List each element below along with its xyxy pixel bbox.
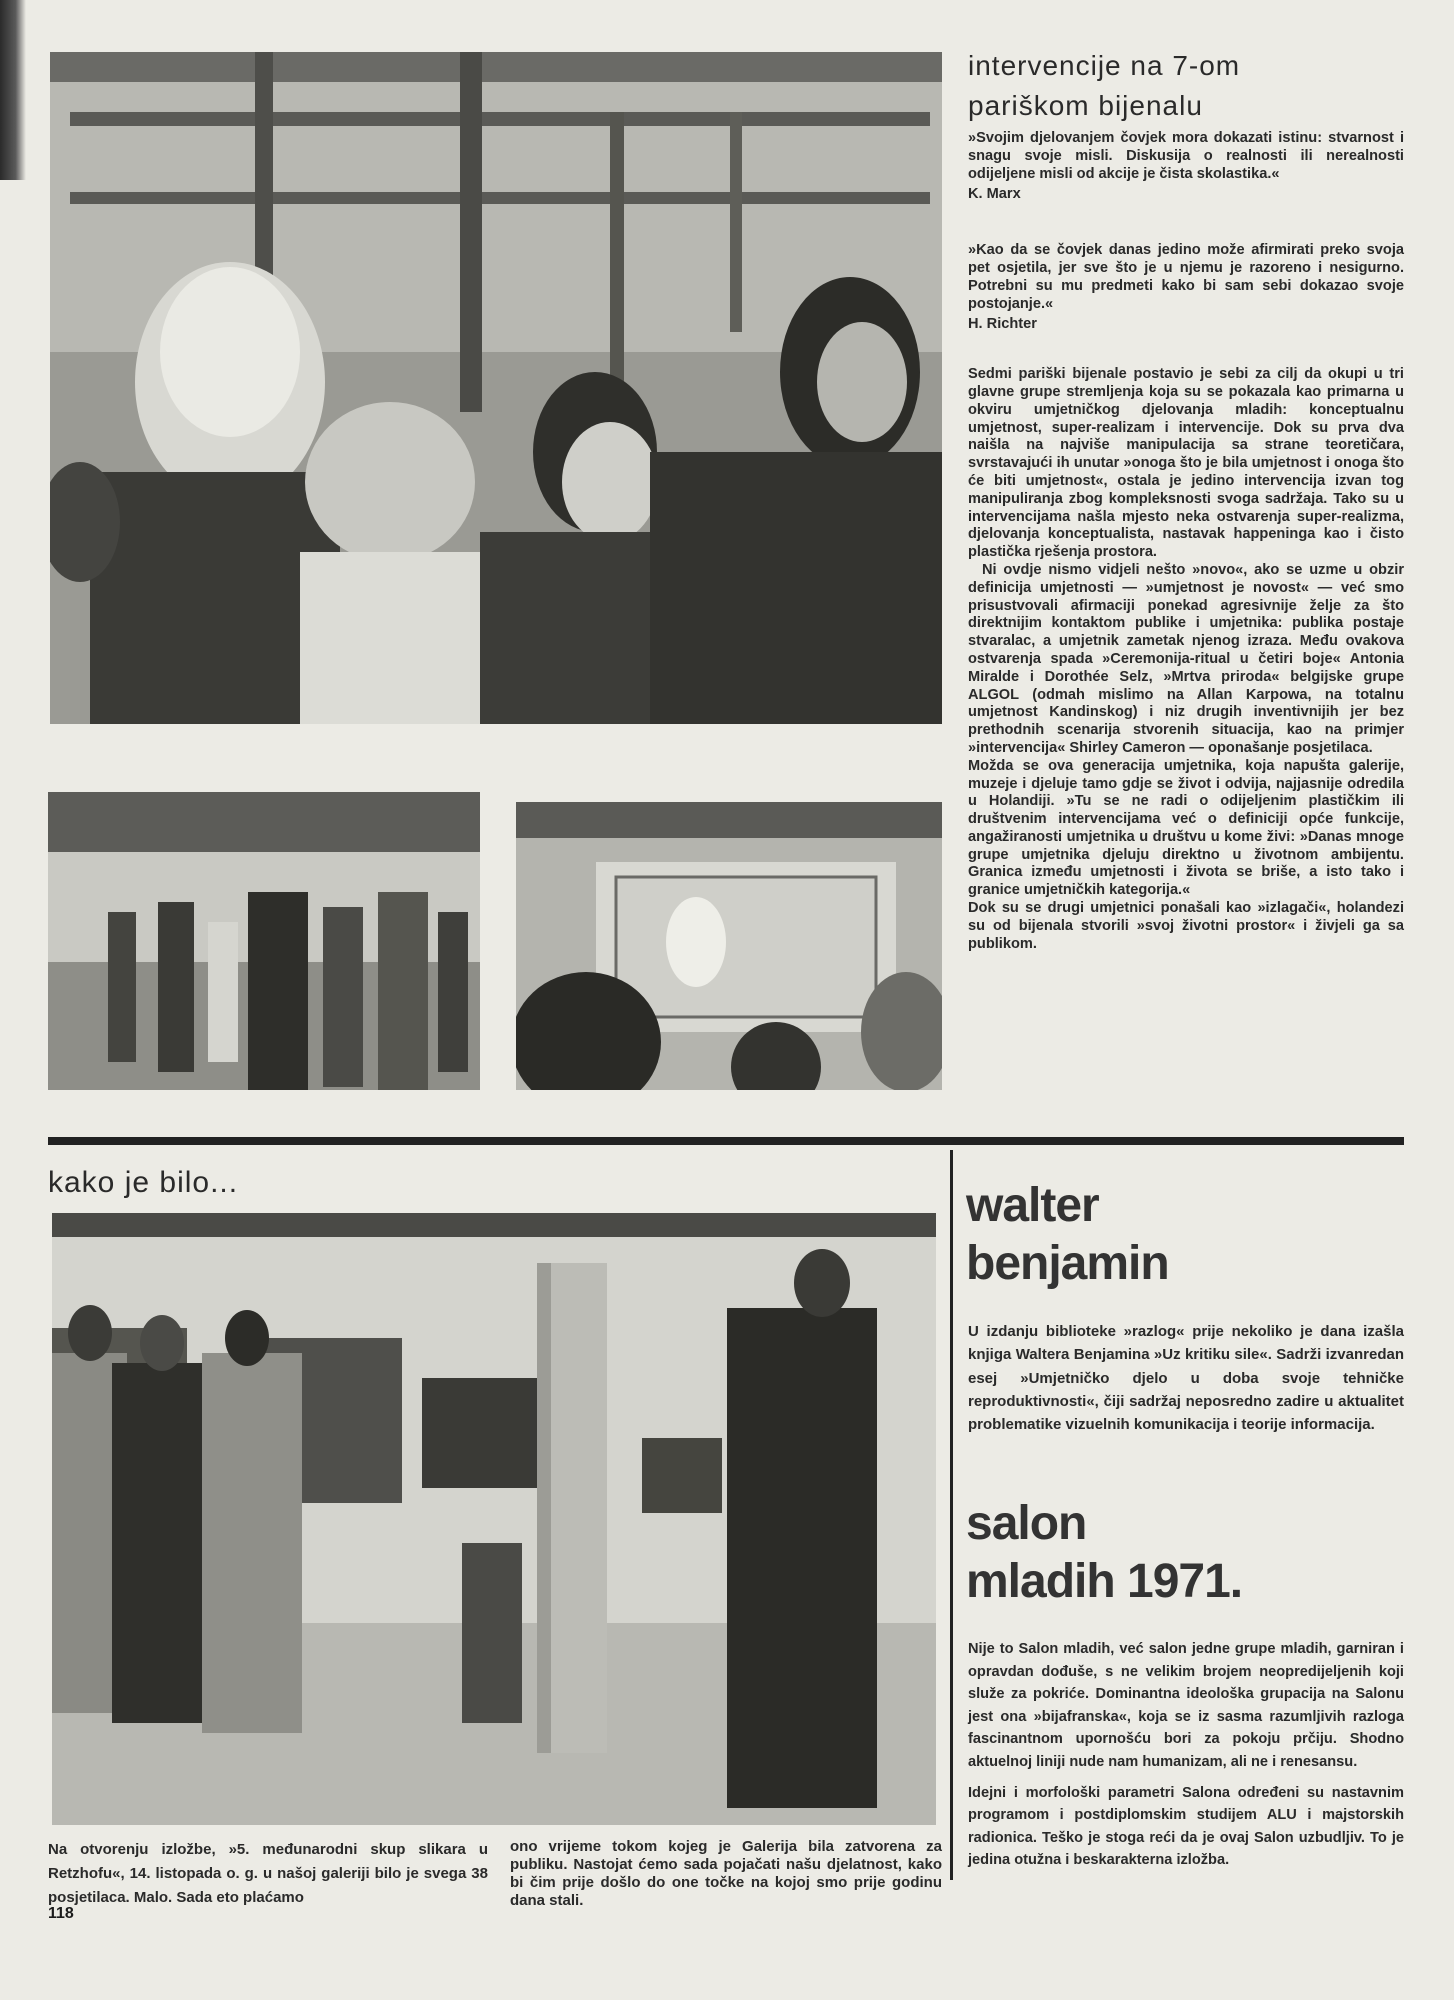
salon-heading-line1: salon (966, 1497, 1087, 1550)
benjamin-heading-line2: benjamin (966, 1237, 1169, 1290)
article-paragraph-3: Možda se ova generacija umjetnika, koja napušta galerije, muzeje i djeluje tamo gdje se život i odvija, najjasnije odredila u Holandiji. »Tu se ne radi o odijeljenim plastičkim ili društvenim intervencijama već o definiciji opće funkcije, angažiranosti umjetnika u društvu u kome živi: »Danas mnoge grupe umjetnika djeluju direktno u životnom ambijentu. Granica između umjetnosti i života se briše, a isto tako i granice umjetničkih kategorija.« (968, 757, 1404, 899)
quote-marx-text: »Svojim djelovanjem čovjek mora dokazati istinu: stvarnost i snagu svoje misli. Diskusija o realnosti ili nerealnosti odijeljene misli od akcije je čista skolastika.« (968, 130, 1404, 182)
page-binding-edge (0, 0, 26, 180)
photo-exhibition-visitors (48, 792, 480, 1090)
article-paragraph-2: Ni ovdje nismo vidjeli nešto »novo«, ako se uzme u obzir definicija umjetnosti — »umjetnost je novost« — već smo prisustvovali afirmaciji ponekad agresivnije želje za što direktnijim kontaktom publike i umjetnika: publika postaje stvaralac, a umjetnik zametak njenog izraza. Među ovakova ostvarenja spada »Ceremonija-ritual u četiri boje« Antonia Miralde i Dorothée Selz, »Mrtva priroda« belgijske grupe ALGOL (odmah mislimo na Allan Karpowa, na totalnu umjetnost Kandinskog) i niz drugih inventivnijih jer bez prethodnih scenarija stvorenih situacija, kao na primjer »intervencija« Shirley Cameron — oponašanje posjetilaca. (968, 561, 1404, 756)
article-paragraph-1: Sedmi pariški bijenale postavio je sebi za cilj da okupi u tri glavne grupe stremljenja koja su se pokazala kao primarna u okviru umjetničkog djelovanja mladih: konceptualnu umjetnost, super-realizam i intervencije. Dok su prva dva naišla na najviše manipulacija sa strane teoretičara, svrstavajući ih unutar »onoga što je bila umjetnost i onoga što će biti umjetnost«, ostala je jedino intervencija izvan tog manipuliranja zbog kompleksnosti svoga sadržaja. Tako su u intervencijama našla mjesto neka ostvarenja super-realizma, djelovanja konceptualista, nastavak happeninga kao i čisto plastička rješenja prostora. (968, 366, 1404, 561)
quote-richter-author: H. Richter (968, 316, 1037, 333)
photo-biennale-crowd (50, 52, 942, 724)
column-divider (950, 1150, 953, 1880)
article-title-line1: intervencije na 7-om (968, 50, 1241, 81)
quote-marx-author: K. Marx (968, 186, 1021, 203)
quote-richter (968, 242, 1404, 334)
article-paragraph-4: Dok su se drugi umjetnici ponašali kao »izlagači«, holandezi su od bijenala stvorili »svoj životni prostor« i živjeli ga sa publikom. (968, 900, 1404, 952)
gallery-section-heading: kako je bilo... (48, 1166, 239, 1199)
salon-heading-line2: mladih 1971. (966, 1555, 1243, 1608)
quote-richter-text: »Kao da se čovjek danas jedino može afirmirati preko svoja pet osjetila, jer sve što je u njemu je razoreno i nesigurno. Potrebni su mu predmeti kako bi sam sebi dokazao svoje postojanje.« (968, 242, 1404, 312)
page-number: 118 (48, 1905, 74, 1922)
quote-marx (968, 130, 1404, 204)
salon-body (968, 1638, 1404, 1872)
gallery-caption-col2: ono vrijeme tokom kojeg je Galerija bila zatvorena za publiku. Nastojat ćemo sada pojačati našu djelatnost, kako bi čim prije došlo do one točke na kojoj smo prije godinu dana stali. (510, 1838, 942, 1909)
salon-paragraph-2: Idejni i morfološki parametri Salona određeni su nastavnim programom i postdiplomskim studijem ALU i majstorskih radionica. Teško je stoga reći da je ovaj Salon uzbudljiv. To je jedina otužna i beskarakterna izložba. (968, 1784, 1404, 1869)
section-divider (48, 1137, 1404, 1145)
photo-intervention-performance (516, 802, 942, 1090)
benjamin-heading-line1: walter (966, 1179, 1099, 1232)
article-quotes-and-body (968, 130, 1404, 953)
salon-paragraph-1: Nije to Salon mladih, već salon jedne grupe mladih, garniran i opravdan dođuše, s ne velikim brojem neopredijeljenih koji služe za pokriće. Dominantna ideološka grupacija na Salonu jest ona »bijafranska«, koja se iz sasma razumljivih razloga fascinantnom upornošću bori za pokoju prčiju. Shodno aktuelnoj liniji nude nam humanizam, ali ne i renesansu. (968, 1641, 1404, 1771)
benjamin-body: U izdanju biblioteke »razlog« prije nekoliko je dana izašla knjiga Waltera Benjamina »Uz kritiku sile«. Sadrži izvanredan esej »Umjetničko djelo u doba svoje tehničke reproduktivnosti«, čiji sadržaj neposredno zadire u aktualitet problematike vizuelnih komunikacija i teorije informacija. (968, 1323, 1404, 1433)
gallery-caption-col1: Na otvorenju izložbe, »5. međunarodni skup slikara u Retzhofu«, 14. listopada o. g. u našoj galeriji bilo je svega 38 posjetilaca. Malo. Sada eto plaćamo (48, 1841, 488, 1906)
article-title-line2: pariškom bijenalu (968, 90, 1203, 121)
photo-gallery-opening (52, 1213, 936, 1825)
